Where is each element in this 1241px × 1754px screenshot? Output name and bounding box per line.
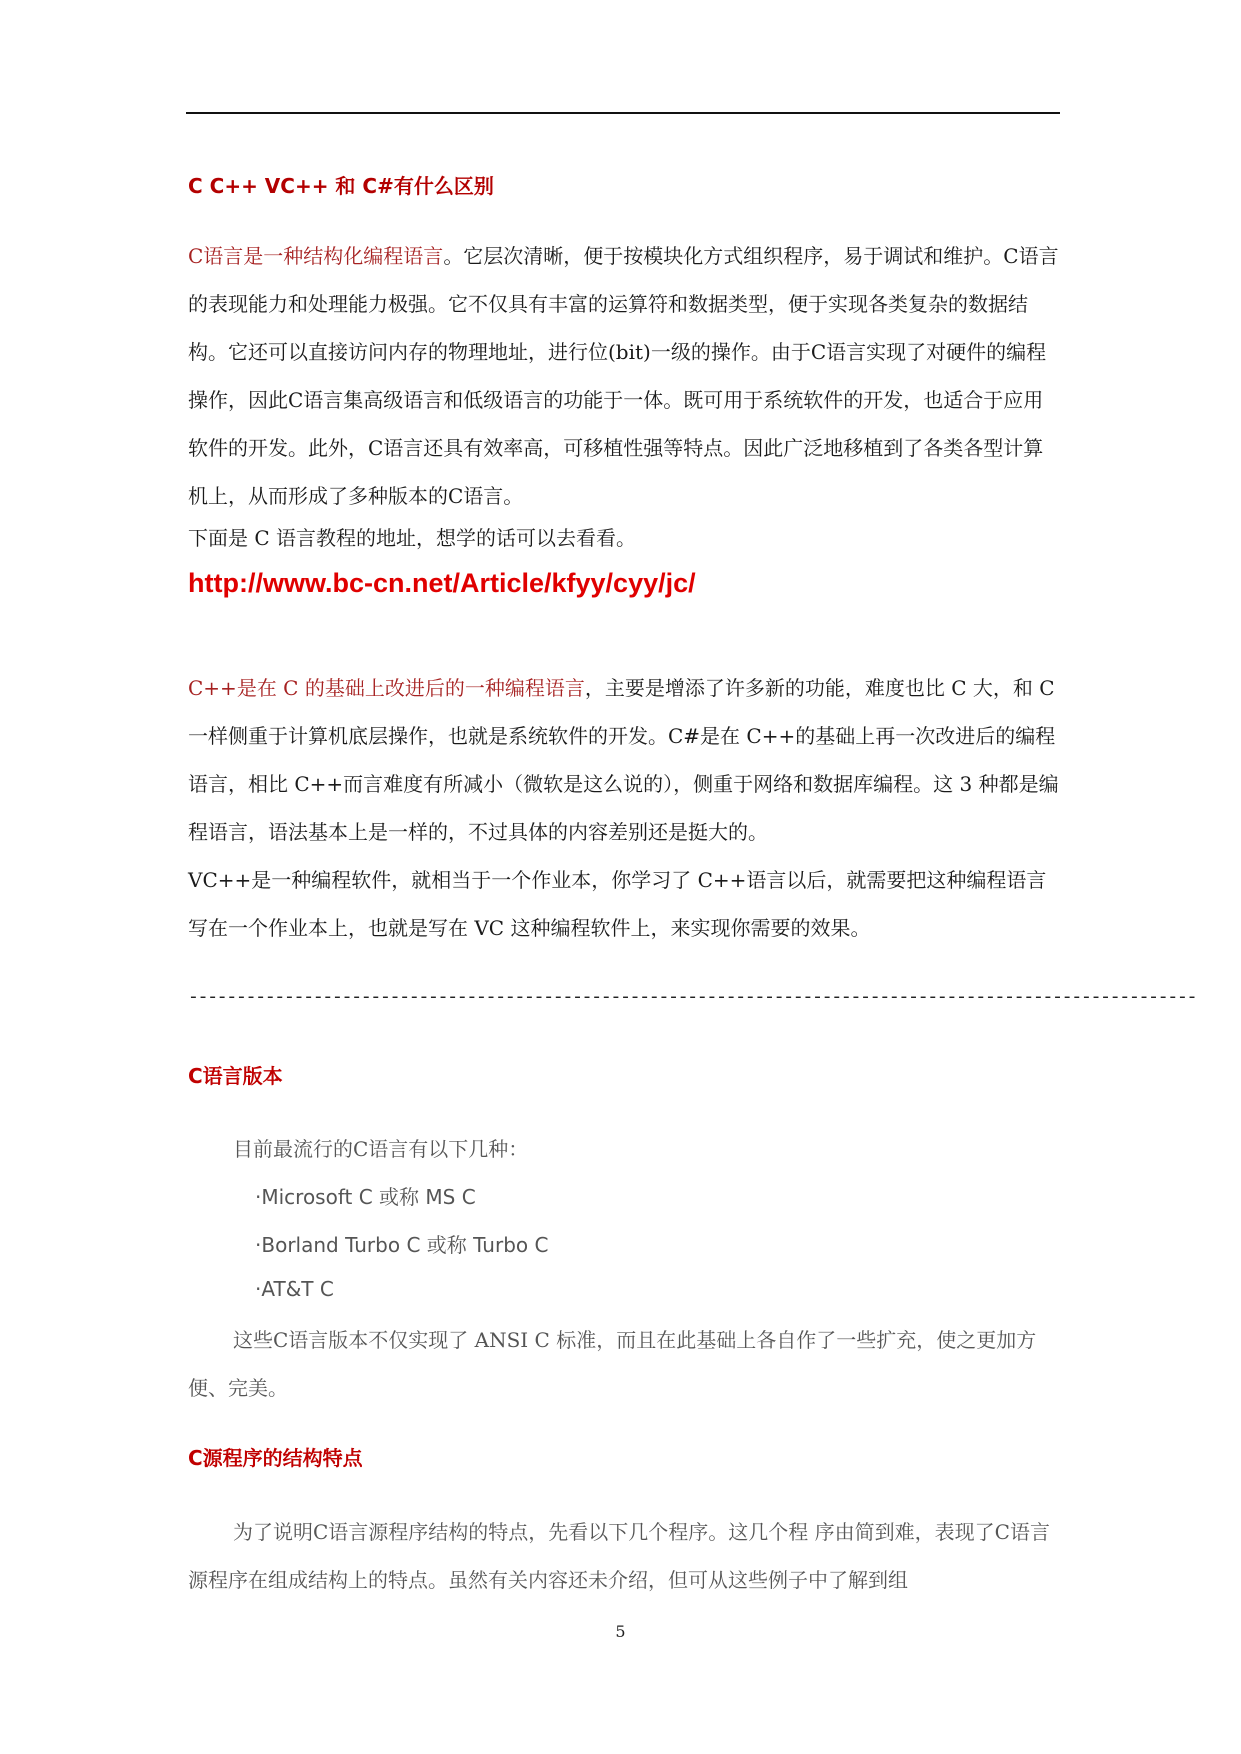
- c-language-paragraph: [188, 232, 1060, 520]
- versions-heading: C语言版本: [188, 1064, 283, 1088]
- c-paragraph-body: 。它层次清晰，便于按模块化方式组织程序，易于调试和维护。C语言的表现能力和处理能力极强。它不仅具有丰富的运算符和数据类型，便于实现各类复杂的数据结构。它还可以直接访问内存的物理地址，进行位(bit)一级的操作。由于C语言实现了对硬件的编程操作，因此C语言集高级语言和低级语言的功能于一体。既可用于系统软件的开发，也适合于应用软件的开发。此外，C语言还具有效率高，可移植性强等特点。因此广泛地移植到了各类各型计算机上，从而形成了多种版本的C语言。: [188, 244, 1059, 508]
- cpp-paragraph-body: ，主要是增添了许多新的功能，难度也比 C 大，和 C 一样侧重于计算机底层操作，也就是系统软件的开发。C#是在 C++的基础上再一次改进后的编程语言，相比 C++而言难度有所减小（微软是这么说的），侧重于网络和数据库编程。这 3 种都是编程语言，语法基本上是一样的，不过具体的内容差别还是挺大的。: [188, 676, 1059, 844]
- c-paragraph-lead: C语言是一种结构化编程语言: [188, 244, 444, 268]
- versions-intro: 目前最流行的C语言有以下几种：: [233, 1137, 529, 1161]
- versions-summary: 这些C语言版本不仅实现了 ANSI C 标准，而且在此基础上各自作了一些扩充，使之更加方便、完美。: [188, 1328, 1037, 1400]
- cpp-paragraph: [188, 664, 1060, 856]
- cpp-paragraph-lead: C++是在 C 的基础上改进后的一种编程语言: [188, 676, 585, 700]
- page-number: 5: [615, 1622, 626, 1641]
- structure-heading: C源程序的结构特点: [188, 1446, 363, 1470]
- version-item-att: ·AT&T C: [255, 1277, 334, 1301]
- page-title: C C++ VC++ 和 C#有什么区别: [188, 174, 494, 198]
- vc-paragraph: VC++是一种编程软件，就相当于一个作业本，你学习了 C++语言以后，就需要把这种编程语言写在一个作业本上，也就是写在 VC 这种编程软件上，来实现你需要的效果。: [188, 868, 1047, 940]
- tutorial-line: 下面是 C 语言教程的地址，想学的话可以去看看。: [188, 526, 637, 550]
- version-item-borland: ·Borland Turbo C 或称 Turbo C: [255, 1233, 549, 1257]
- structure-paragraph: 为了说明C语言源程序结构的特点，先看以下几个程序。这几个程 序由简到难，表现了C语言源程序在组成结构上的特点。虽然有关内容还未介绍，但可从这些例子中了解到组: [188, 1520, 1050, 1592]
- version-item-microsoft: ·Microsoft C 或称 MS C: [255, 1185, 476, 1209]
- tutorial-url-link[interactable]: http://www.bc-cn.net/Article/kfyy/cyy/jc/: [188, 568, 696, 598]
- dashed-divider: ---------------------------------------------------------------------------------------------------------: [188, 988, 1197, 1008]
- header-rule: [186, 112, 1060, 114]
